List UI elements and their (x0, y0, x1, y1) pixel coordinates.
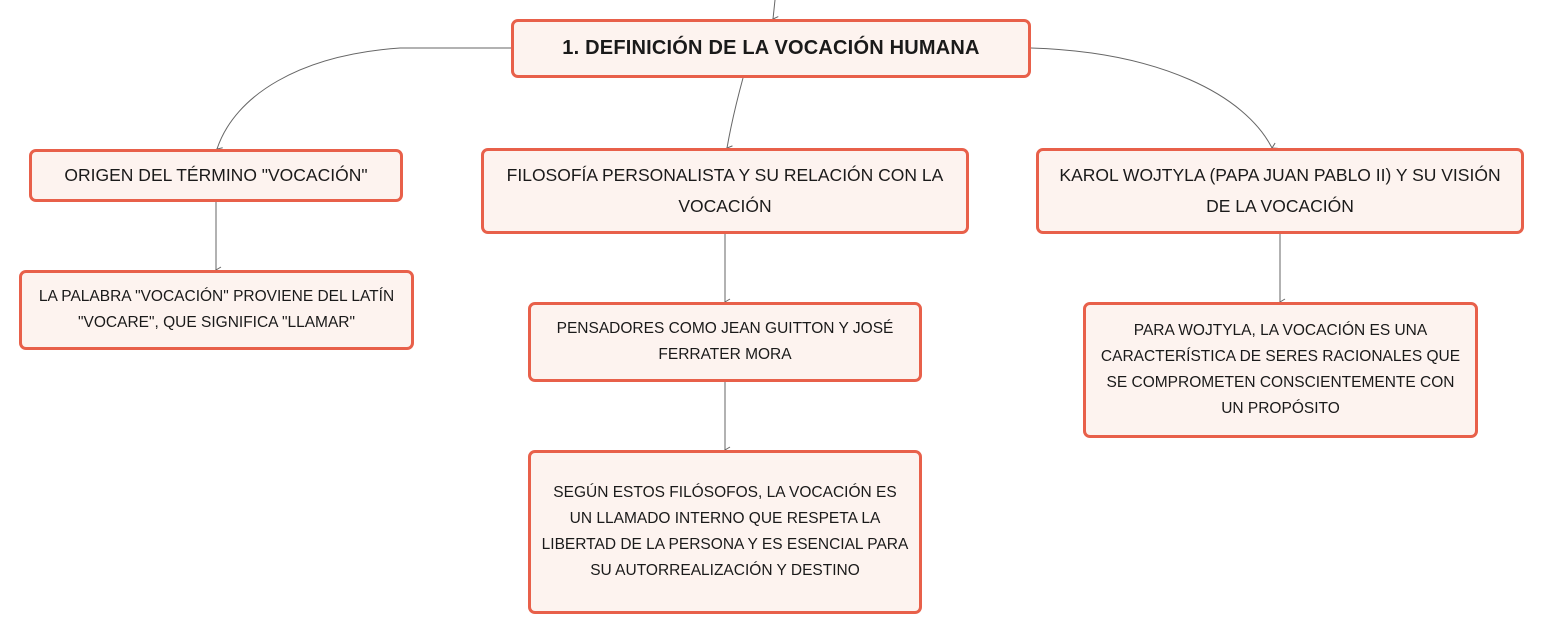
subtopic-pensadores-node[interactable] (528, 302, 922, 382)
subtopic-pensadores-label: PENSADORES COMO JEAN GUITTON Y JOSÉ FERRATER MORA (556, 320, 894, 363)
subtopic-vision-label: PARA WOJTYLA, LA VOCACIÓN ES UNA CARACTERÍSTICA DE SERES RACIONALES QUE SE COMPROMETEN CONSCIENTEMENTE CON UN PROPÓSITO (1100, 322, 1461, 417)
connector-root-origen (217, 48, 511, 149)
topic-filosofia-label: FILOSOFÍA PERSONALISTA Y SU RELACIÓN CON LA VOCACIÓN (506, 165, 944, 216)
connector-root-wojtyla (1031, 48, 1272, 148)
connector-incoming (773, 0, 775, 19)
root-topic-label: 1. DEFINICIÓN DE LA VOCACIÓN HUMANA (562, 37, 980, 59)
root-topic-node[interactable] (511, 19, 1031, 78)
topic-wojtyla-label: KAROL WOJTYLA (PAPA JUAN PABLO II) Y SU VISIÓN DE LA VOCACIÓN (1059, 165, 1501, 216)
subtopic-palabra-label: LA PALABRA "VOCACIÓN" PROVIENE DEL LATÍN "VOCARE", QUE SIGNIFICA "LLAMAR" (38, 288, 395, 331)
subtopic-segun-node[interactable] (528, 450, 922, 614)
subtopic-vision-node[interactable] (1083, 302, 1478, 438)
subtopic-segun-label: SEGÚN ESTOS FILÓSOFOS, LA VOCACIÓN ES UN LLAMADO INTERNO QUE RESPETA LA LIBERTAD DE LA PERSONA Y ES ESENCIAL PARA SU AUTORREALIZACIÓN Y DESTINO (541, 484, 909, 579)
connector-root-filosofia (727, 78, 743, 148)
topic-wojtyla-node[interactable] (1036, 148, 1524, 234)
subtopic-palabra-node[interactable] (19, 270, 414, 350)
topic-origen-label: ORIGEN DEL TÉRMINO "VOCACIÓN" (64, 165, 368, 185)
topic-filosofia-node[interactable] (481, 148, 969, 234)
topic-origen-node[interactable] (29, 149, 403, 202)
